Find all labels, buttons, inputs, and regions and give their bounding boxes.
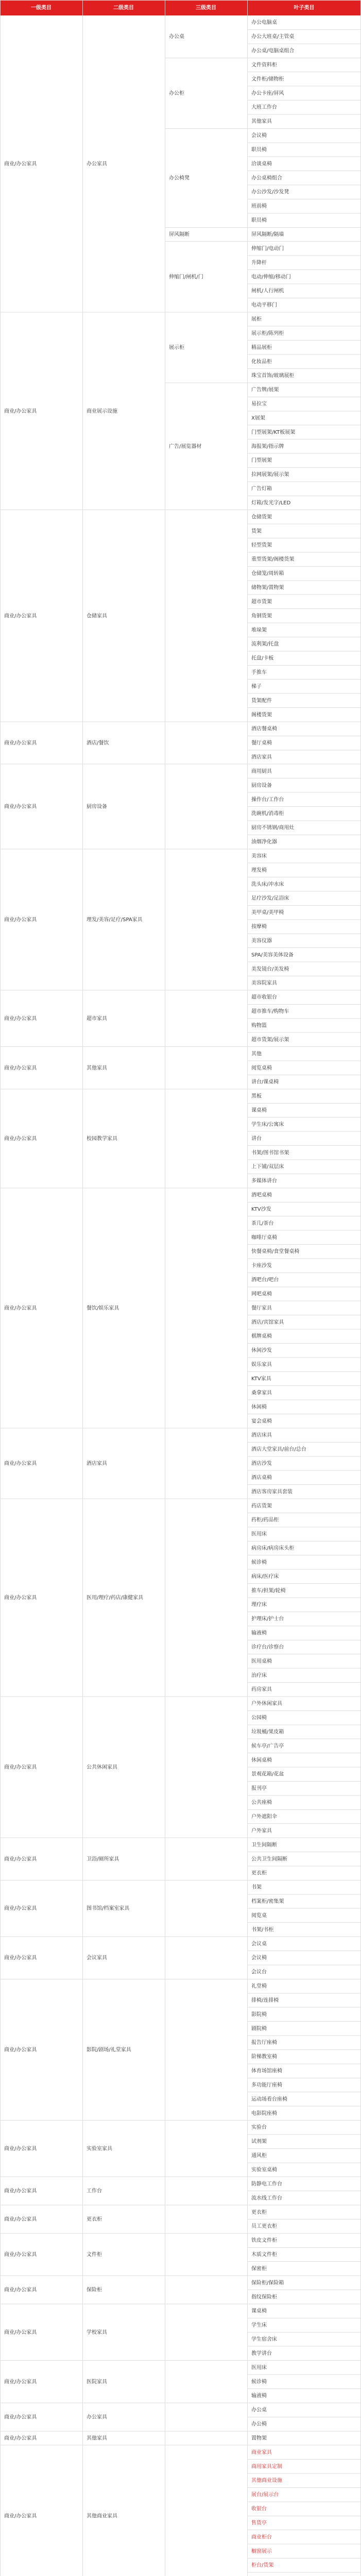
- leaf-category: 美容床: [251, 853, 267, 859]
- level1-category: 商业/办公家具: [4, 408, 37, 414]
- leaf-category: 阁楼货架: [251, 712, 272, 718]
- leaf-category: 体育场馆座椅: [251, 2068, 282, 2074]
- leaf-category: 试剂架: [251, 2139, 267, 2145]
- leaf-category: 梯子: [251, 684, 262, 690]
- level2-category: 医院家具: [87, 2379, 107, 2385]
- level1-category: 商业/办公家具: [4, 2513, 37, 2519]
- leaf-category: 购物篮: [251, 1023, 267, 1029]
- leaf-category: 托盘/卡板: [251, 655, 274, 662]
- level1-category: 商业/办公家具: [4, 1065, 37, 1071]
- level2-category: 办公家具: [87, 161, 107, 167]
- leaf-category: 灯箱/发光字/LED: [251, 500, 291, 506]
- leaf-category: 会议台: [251, 1969, 267, 1975]
- leaf-category: 实验室桌椅: [251, 2167, 277, 2173]
- level2-category: 更衣柜: [87, 2216, 102, 2223]
- leaf-category: 礼堂椅: [251, 1984, 267, 1990]
- leaf-category: 阶梯教室椅: [251, 2054, 277, 2060]
- leaf-category: 医用床: [251, 2365, 267, 2371]
- leaf-category: 酒店客房家具套装: [251, 1489, 293, 1495]
- level1-category: 商业/办公家具: [4, 1595, 37, 1601]
- leaf-category: 病房床/病房床头柜: [251, 1546, 295, 1552]
- leaf-category: 大班工作台: [251, 105, 277, 111]
- level2-category: 公共休闲家具: [87, 1765, 117, 1771]
- leaf-category: 美甲桌/美甲椅: [251, 910, 284, 916]
- leaf-category: 户外休闲家具: [251, 1701, 282, 1707]
- leaf-category: 娱乐家具: [251, 1362, 272, 1368]
- level2-category: 其他家具: [87, 2435, 107, 2442]
- leaf-category: 棋牌桌椅: [251, 1333, 272, 1340]
- leaf-category: 洗头床/冲水床: [251, 882, 284, 888]
- level3-category: 办公桌: [169, 34, 184, 40]
- leaf-category: 仓储笼/周转箱: [251, 571, 284, 577]
- leaf-category: 精品展柜: [251, 345, 272, 351]
- leaf-category: 候诊椅: [251, 1560, 267, 1566]
- level2-category: 医用/理疗/药店/康健家具: [87, 1595, 144, 1601]
- leaf-category: 重型货架/阁楼货架: [251, 556, 295, 563]
- level3-category: 办公柜: [169, 90, 184, 96]
- leaf-category: 商用厨具: [251, 768, 272, 774]
- leaf-category: 美容院家具: [251, 980, 277, 987]
- leaf-category: 文件柜/储物柜: [251, 76, 284, 82]
- leaf-category: 阅览桌椅: [251, 1065, 272, 1071]
- leaf-category: 厨房设备: [251, 783, 272, 789]
- level2-category: 实验室家具: [87, 2146, 112, 2152]
- leaf-category: 影院椅: [251, 2011, 267, 2018]
- level2-category: 酒店家具: [87, 1461, 107, 1467]
- level1-category: 商业/办公家具: [4, 2379, 37, 2385]
- leaf-category: 角钢货架: [251, 613, 272, 619]
- leaf-category: 公共座椅: [251, 1800, 272, 1806]
- leaf-category: 推车/担架/轮椅: [251, 1588, 286, 1594]
- level1-category: 商业/办公家具: [4, 1856, 37, 1862]
- leaf-category: 候车亭/广告亭: [251, 1743, 284, 1749]
- leaf-category: KTV家具: [251, 1376, 271, 1382]
- leaf-category: 通风柜: [251, 2153, 267, 2159]
- leaf-category: 拉网展架/展示架: [251, 472, 289, 478]
- level1-category: 商业/办公家具: [4, 2414, 37, 2420]
- level1-category: 商业/办公家具: [4, 2287, 37, 2293]
- level2-category: 办公家具: [87, 2414, 107, 2420]
- leaf-category: 超市货架: [251, 599, 272, 605]
- level1-category: 商业/办公家具: [4, 2252, 37, 2258]
- level2-category: 文件柜: [87, 2252, 102, 2258]
- leaf-category: 洗碗机/消毒柜: [251, 811, 284, 817]
- header-cell: 三级类目: [196, 5, 216, 11]
- leaf-category: 员工更衣柜: [251, 2224, 277, 2230]
- leaf-category: 户外遮阳伞: [251, 1814, 277, 1820]
- leaf-category: 垃圾桶/果皮箱: [251, 1729, 284, 1735]
- leaf-category: 展台/展示台: [251, 2492, 279, 2498]
- leaf-category: 输液椅: [251, 1630, 267, 1636]
- leaf-category: 餐厅家具: [251, 1305, 272, 1311]
- leaf-category: 会议桌: [251, 1941, 267, 1947]
- leaf-category: 超市货架/展示架: [251, 1037, 289, 1043]
- leaf-category: 阅览桌: [251, 1912, 267, 1919]
- leaf-category: 公园椅: [251, 1715, 267, 1721]
- level2-category: 会议家具: [87, 1955, 107, 1961]
- leaf-category: 酒店床具: [251, 1432, 272, 1438]
- leaf-category: 课桌椅: [251, 1108, 267, 1114]
- leaf-category: 办公大班桌/主管桌: [251, 34, 295, 40]
- level1-category: 商业/办公家具: [4, 1906, 37, 1912]
- leaf-category: 电动平移门: [251, 302, 277, 309]
- leaf-category: 橱窗展示: [251, 2548, 272, 2554]
- leaf-category: 电影院座椅: [251, 2110, 277, 2116]
- leaf-category: 储物架/置物架: [251, 585, 284, 591]
- leaf-category: 保密柜: [251, 2266, 267, 2272]
- leaf-category: 黑板: [251, 1093, 262, 1099]
- leaf-category: 学生宿舍床: [251, 2336, 277, 2343]
- leaf-category: 办公卡座/屏风: [251, 90, 284, 96]
- leaf-category: 剧院椅: [251, 2026, 267, 2032]
- leaf-category: 档案柜/密集架: [251, 1899, 284, 1905]
- leaf-category: 讲台: [251, 1136, 262, 1142]
- leaf-category: KTV沙发: [251, 1206, 271, 1212]
- leaf-category: 药柜/药品柜: [251, 1517, 279, 1523]
- level2-category: 其他家具: [87, 1065, 107, 1071]
- leaf-category: 油烟净化器: [251, 839, 277, 845]
- leaf-category: 广告灯箱: [251, 486, 272, 492]
- leaf-category: 宴会桌椅: [251, 1418, 272, 1425]
- leaf-category: 屏风隔断/隔墙: [251, 232, 284, 238]
- leaf-category: 快餐桌椅/食堂餐桌椅: [251, 1249, 300, 1255]
- leaf-category: 易拉宝: [251, 401, 267, 408]
- leaf-category: 茶几/茶台: [251, 1221, 274, 1227]
- leaf-category: 指纹保险柜: [251, 2294, 277, 2300]
- header-cell: 一级类目: [31, 5, 51, 11]
- level2-category: 商业展示设施: [87, 408, 117, 414]
- level1-category: 商业/办公家具: [4, 2216, 37, 2223]
- level1-category: 商业/办公家具: [4, 2329, 37, 2335]
- leaf-category: 多功能厅座椅: [251, 2082, 282, 2088]
- leaf-category: 柜台/货架: [251, 2563, 274, 2569]
- level3-category: 办公椅凳: [169, 175, 190, 181]
- leaf-category: 商业柜台: [251, 2534, 272, 2540]
- leaf-category: 景观花箱/花盆: [251, 1771, 284, 1777]
- level1-category: 商业/办公家具: [4, 804, 37, 810]
- level3-category: 广告/展览器材: [169, 444, 202, 450]
- leaf-category: 治疗床: [251, 1672, 267, 1679]
- leaf-category: 理发椅: [251, 867, 267, 873]
- leaf-category: 学生床: [251, 2323, 267, 2329]
- leaf-category: 闸机/人行闸机: [251, 288, 284, 294]
- leaf-category: 排椅/连排椅: [251, 1997, 279, 2004]
- leaf-category: 货架配件: [251, 698, 272, 704]
- leaf-category: 休闲椅: [251, 1404, 267, 1410]
- leaf-category: 仓储货架: [251, 514, 272, 520]
- level1-category: 商业/办公家具: [4, 1015, 37, 1022]
- leaf-category: 商业家具: [251, 2449, 272, 2455]
- level1-category: 商业/办公家具: [4, 2435, 37, 2442]
- leaf-category: 办公电脑桌: [251, 20, 277, 26]
- leaf-category: 洽谈桌椅: [251, 161, 272, 167]
- leaf-category: 酒吧桌椅: [251, 1192, 272, 1198]
- leaf-category: 办公桌: [251, 2407, 267, 2413]
- leaf-category: 其他家具: [251, 118, 272, 125]
- leaf-category: 病床/医疗床: [251, 1573, 279, 1580]
- leaf-category: 门型展架: [251, 457, 272, 464]
- leaf-category: 输液椅: [251, 2393, 267, 2399]
- leaf-category: 上下铺/双层床: [251, 1164, 284, 1170]
- leaf-category: 医用桌椅: [251, 1658, 272, 1665]
- leaf-category: 报刊亭: [251, 1786, 267, 1792]
- leaf-category: 实验台: [251, 2125, 267, 2131]
- leaf-category: 护理床/护士台: [251, 1616, 284, 1622]
- leaf-category: 保险柜/保险箱: [251, 2280, 284, 2286]
- leaf-category: SPA/美容美体设备: [251, 952, 294, 958]
- leaf-category: 课桌椅: [251, 2308, 267, 2314]
- leaf-category: 候诊椅: [251, 2379, 267, 2385]
- level1-category: 商业/办公家具: [4, 2047, 37, 2053]
- leaf-category: 更衣柜: [251, 2209, 267, 2215]
- level2-category: 厨房设备: [87, 804, 107, 810]
- leaf-category: 酒店桌椅: [251, 1475, 272, 1481]
- level2-category: 学校家具: [87, 2329, 107, 2335]
- leaf-category: 书架: [251, 1885, 262, 1891]
- level3-category: 屏风隔断: [169, 232, 190, 238]
- level1-category: 商业/办公家具: [4, 613, 37, 619]
- level2-category: 保险柜: [87, 2287, 102, 2293]
- level2-category: 校园教学家具: [87, 1136, 117, 1142]
- leaf-category: 办公桌/电脑桌组合: [251, 48, 295, 54]
- leaf-category: 堆垛架: [251, 627, 267, 633]
- level1-category: 商业/办公家具: [4, 1305, 37, 1311]
- leaf-category: 酒店/宾馆家具: [251, 1319, 284, 1326]
- leaf-category: 展柜: [251, 316, 262, 323]
- leaf-category: 厨房不锈钢/商用灶: [251, 825, 295, 831]
- leaf-category: 书架/图书馆书架: [251, 1150, 289, 1156]
- leaf-category: 卫生间隔断: [251, 1842, 277, 1848]
- leaf-category: 木质文件柜: [251, 2252, 277, 2258]
- leaf-category: 流水线工作台: [251, 2195, 282, 2201]
- leaf-category: 其他商业设施: [251, 2478, 282, 2484]
- level1-category: 商业/办公家具: [4, 1955, 37, 1961]
- leaf-category: 超市推车/购物车: [251, 1009, 289, 1015]
- leaf-category: 酒吧台/吧台: [251, 1277, 279, 1283]
- level2-category: 超市家具: [87, 1015, 107, 1022]
- level3-category: 伸缩门/闸机/门: [169, 274, 203, 280]
- leaf-category: 咖啡厅桌椅: [251, 1234, 277, 1241]
- leaf-category: 美容仪器: [251, 938, 272, 944]
- leaf-category: 化妆品柜: [251, 359, 272, 365]
- leaf-category: 学生床/公寓床: [251, 1122, 284, 1128]
- leaf-category: 会议椅: [251, 1955, 267, 1961]
- leaf-category: 铁皮文件柜: [251, 2238, 277, 2244]
- leaf-category: 诊疗台/诊察台: [251, 1644, 284, 1650]
- level1-category: 商业/办公家具: [4, 2188, 37, 2194]
- leaf-category: 其他: [251, 1051, 262, 1057]
- leaf-category: 操作台/工作台: [251, 796, 284, 803]
- level2-category: 工作台: [87, 2188, 102, 2194]
- level1-category: 商业/办公家具: [4, 740, 37, 747]
- level2-category: 其他商业家具: [87, 2513, 117, 2519]
- header-cell: 叶子类目: [294, 5, 315, 11]
- level2-category: 仓储家具: [87, 613, 107, 619]
- leaf-category: 流利架/托盘: [251, 641, 279, 648]
- leaf-category: 超市收银台: [251, 994, 277, 1001]
- leaf-category: 升降杆: [251, 260, 267, 266]
- leaf-category: 轻型货架: [251, 543, 272, 549]
- leaf-category: 置物架: [251, 2435, 267, 2442]
- level1-category: 商业/办公家具: [4, 917, 37, 923]
- leaf-category: 理疗床: [251, 1602, 267, 1608]
- level2-category: 餐饮/娱乐家具: [87, 1305, 119, 1311]
- level2-category: 卫浴/厕所家具: [87, 1856, 119, 1862]
- level1-category: 商业/办公家具: [4, 161, 37, 167]
- leaf-category: 休闲桌椅: [251, 1757, 272, 1764]
- leaf-category: 广告牌/展架: [251, 387, 279, 393]
- leaf-category: 户外家具: [251, 1828, 272, 1834]
- leaf-category: 公共卫生间隔断: [251, 1856, 287, 1862]
- leaf-category: 办公桌椅组合: [251, 175, 282, 181]
- leaf-category: 足疗沙发/足浴床: [251, 895, 289, 902]
- leaf-category: 餐厅桌椅: [251, 740, 272, 747]
- leaf-category: 商用家具定制: [251, 2464, 282, 2470]
- leaf-category: 美发镜台/美发椅: [251, 966, 289, 972]
- leaf-category: 防静电工作台: [251, 2181, 282, 2187]
- leaf-category: 伸缩门/电动门: [251, 246, 284, 252]
- leaf-category: 展示柜/陈列柜: [251, 330, 284, 336]
- level1-category: 商业/办公家具: [4, 1461, 37, 1467]
- leaf-category: 报告厅座椅: [251, 2040, 277, 2046]
- leaf-category: 药房家具: [251, 1687, 272, 1693]
- leaf-category: 班前椅: [251, 204, 267, 210]
- leaf-category: 会议椅: [251, 133, 267, 139]
- leaf-category: 多媒体讲台: [251, 1178, 277, 1184]
- leaf-category: 休闲沙发: [251, 1348, 272, 1354]
- leaf-category: 手推车: [251, 670, 267, 676]
- leaf-category: 货架: [251, 528, 262, 534]
- leaf-category: 文件资料柜: [251, 62, 277, 68]
- level1-category: 商业/办公家具: [4, 1765, 37, 1771]
- level1-category: 商业/办公家具: [4, 2146, 37, 2152]
- leaf-category: 海报架/指示牌: [251, 444, 284, 450]
- leaf-category: 珠宝首饰/玻璃展柜: [251, 373, 295, 379]
- leaf-category: 售货亭: [251, 2520, 267, 2526]
- leaf-category: 教学讲台: [251, 2350, 272, 2357]
- leaf-category: 书架/书柜: [251, 1927, 274, 1933]
- leaf-category: 酒店大堂家具/前台/总台: [251, 1447, 306, 1453]
- level1-category: 商业/办公家具: [4, 1136, 37, 1142]
- leaf-category: 桑拿家具: [251, 1390, 272, 1396]
- level2-category: 理发/美容/足疗/SPA家具: [87, 917, 143, 923]
- level2-category: 酒店/餐饮: [87, 740, 109, 747]
- level2-category: 影院/剧场/礼堂家具: [87, 2047, 131, 2053]
- level2-category: 图书馆/档案室家具: [87, 1906, 130, 1912]
- leaf-category: 更衣柜: [251, 1870, 267, 1876]
- leaf-category: 网吧桌椅: [251, 1291, 272, 1297]
- level3-category: 展示柜: [169, 345, 184, 351]
- leaf-category: 办公沙发/沙发凳: [251, 189, 289, 195]
- leaf-category: 收银台: [251, 2506, 267, 2512]
- header-cell: 二级类目: [113, 5, 134, 11]
- leaf-category: 按摩椅: [251, 924, 267, 930]
- leaf-category: 职员椅: [251, 217, 267, 224]
- leaf-category: 酒店餐桌椅: [251, 726, 277, 732]
- leaf-category: 讲台/课桌椅: [251, 1079, 279, 1086]
- leaf-category: 办公椅: [251, 2421, 267, 2428]
- leaf-category: X展架: [251, 415, 265, 421]
- leaf-category: 酒店沙发: [251, 1461, 272, 1467]
- leaf-category: 酒店家具: [251, 754, 272, 760]
- leaf-category: 电动/伸缩/移动门: [251, 274, 291, 280]
- leaf-category: 卡座沙发: [251, 1263, 272, 1269]
- leaf-category: 药店货架: [251, 1503, 272, 1509]
- leaf-category: 门型展架/KT板展架: [251, 429, 296, 435]
- leaf-category: 职员椅: [251, 147, 267, 153]
- leaf-category: 医用床: [251, 1531, 267, 1537]
- leaf-category: 运动场看台座椅: [251, 2096, 287, 2103]
